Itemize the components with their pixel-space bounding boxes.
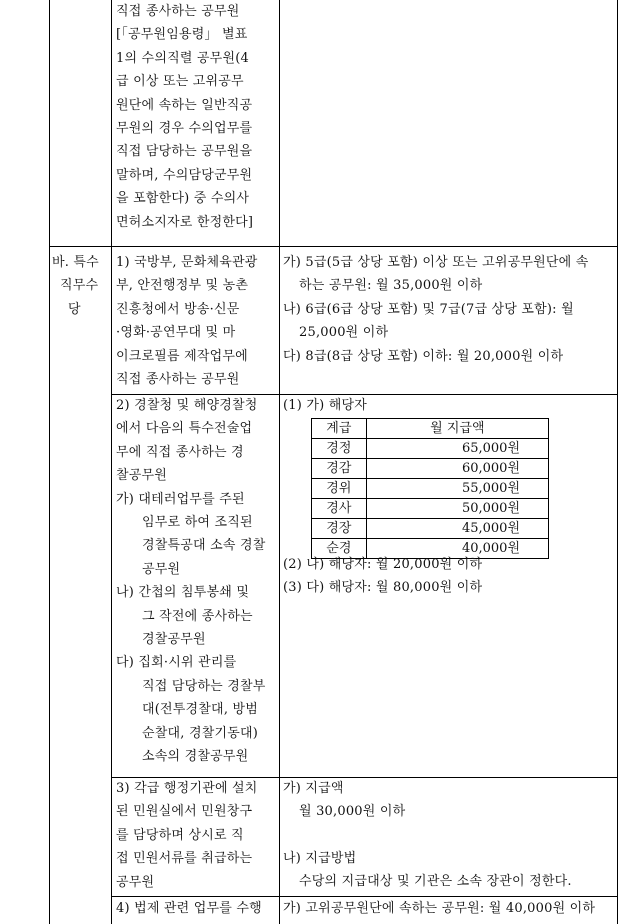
- row4-amount-cell: [283, 897, 595, 920]
- rank-cell: 경사: [312, 499, 367, 519]
- text-line: 나) 간첩의 침투봉쇄 및: [116, 585, 250, 601]
- table-row: [312, 519, 549, 539]
- table-border-col2: [279, 0, 280, 924]
- row0-target-cell: [116, 0, 253, 234]
- text-line: [「공무원임용령」 별표: [116, 27, 248, 43]
- category-line: 직무수: [60, 278, 99, 294]
- table-row: [312, 479, 549, 499]
- table-row: [312, 439, 549, 459]
- rank-cell: 경감: [312, 459, 367, 479]
- text-line: 4) 법제 관련 업무를 수행: [116, 901, 262, 916]
- text-line: (2) 나) 해당자: 월 20,000원 이하: [283, 557, 483, 572]
- text-line: 된 민원실에서 민원창구: [116, 804, 253, 820]
- text-line: 말하며, 수의담당군무원: [116, 167, 253, 183]
- text-line: 소속의 경찰공무원: [142, 749, 249, 765]
- text-line: 진흥청에서 방송·신문: [116, 301, 240, 317]
- text-line: 무에 직접 종사하는 경: [116, 444, 244, 460]
- text-line: 찰공무원: [116, 468, 168, 484]
- pay-cell: 65,000원: [366, 439, 548, 459]
- text-line: 면허소지자로 한정한다]: [116, 214, 254, 230]
- text-line: 경찰공무원: [142, 632, 206, 648]
- text-line: 수당의 지급대상 및 기관은 소속 장관이 정한다.: [299, 874, 572, 890]
- pay-cell: 45,000원: [366, 519, 548, 539]
- text-line: 을 포함한다) 중 수의사: [116, 191, 250, 207]
- text-line: 를 담당하며 상시로 직: [116, 827, 244, 843]
- text-line: 부, 안전행정부 및 농촌: [116, 278, 249, 294]
- text-line: 순찰대, 경찰기동대): [142, 725, 259, 741]
- text-line: 나) 6급(6급 상당 포함) 및 7급(7급 상당 포함): 월: [283, 301, 574, 317]
- rank-cell: 경정: [312, 439, 367, 459]
- text-line: 무원의 경우 수의업무를: [116, 121, 253, 137]
- text-line: 다) 집회·시위 관리를: [116, 655, 237, 671]
- text-line: 경찰특공대 소속 경찰: [142, 538, 266, 554]
- table-row: [312, 459, 549, 479]
- rank-cell: 경위: [312, 479, 367, 499]
- row2-amount-tail: [283, 553, 482, 600]
- row2-target-cell: [116, 394, 266, 769]
- row2-amount-head: [283, 394, 367, 417]
- row-divider-1: [49, 246, 618, 247]
- text-line: 원단에 속하는 일반직공: [116, 97, 253, 113]
- text-line: 임무로 하여 조직된: [142, 515, 253, 531]
- text-line: 3) 각급 행정기관에 설치: [116, 781, 258, 796]
- text-line: 가) 지급액: [283, 781, 344, 796]
- text-line: (1) 가) 해당자: [283, 398, 367, 413]
- row3-target-cell: [116, 777, 258, 894]
- pay-cell: 55,000원: [366, 479, 548, 499]
- text-line: 직접 종사하는 공무원: [116, 372, 240, 388]
- category-cell: [52, 251, 110, 321]
- text-line: 급 이상 또는 고위공무: [116, 74, 244, 90]
- header-monthly-pay: 월 지급액: [366, 419, 548, 439]
- text-line: 2) 경찰청 및 해양경찰청: [116, 398, 258, 413]
- category-line: 바. 특수: [52, 255, 99, 270]
- text-line: 1의 수의직렬 공무원(4: [116, 50, 249, 66]
- pay-cell: 60,000원: [366, 459, 548, 479]
- text-line: 가) 고위공무원단에 속하는 공무원: 월 40,000원 이하: [283, 901, 596, 916]
- category-line: 당: [68, 301, 81, 317]
- text-line: 직접 담당하는 경찰부: [142, 678, 266, 694]
- text-line: 대(전투경찰대, 방범: [142, 702, 259, 718]
- text-line: 그 작전에 종사하는: [142, 608, 253, 624]
- text-line: 1) 국방부, 문화체육관광: [116, 255, 258, 270]
- text-line: (3) 다) 해당자: 월 80,000원 이하: [283, 580, 483, 596]
- text-line: 공무원: [116, 874, 155, 890]
- header-rank: 계급: [312, 419, 367, 439]
- text-line: 나) 지급방법: [283, 850, 357, 866]
- pay-cell: 50,000원: [366, 499, 548, 519]
- rank-cell: 경장: [312, 519, 367, 539]
- text-line: 공무원: [142, 561, 181, 577]
- text-line: 접 민원서류를 취급하는: [116, 851, 253, 867]
- table-border-left: [49, 0, 50, 924]
- text-line: [283, 824, 572, 847]
- row1-target-cell: [116, 251, 258, 391]
- text-line: 직접 종사하는 공무원: [116, 4, 240, 19]
- pay-cell: 40,000원: [366, 539, 548, 559]
- text-line: ·영화·공연무대 및 마: [116, 325, 236, 341]
- text-line: 25,000원 이하: [299, 325, 389, 341]
- table-border-col1: [111, 0, 112, 924]
- text-line: 다) 8급(8급 상당 포함) 이하: 월 20,000원 이하: [283, 348, 564, 364]
- row4-target-cell: [116, 897, 262, 920]
- row1-amount-cell: [283, 251, 589, 368]
- rank-cell: 순경: [312, 539, 367, 559]
- row3-amount-cell: [283, 777, 572, 894]
- text-line: 이크로필름 제작업무에: [116, 348, 248, 364]
- table-header-row: [312, 419, 549, 439]
- rank-pay-table: [311, 418, 549, 559]
- text-line: 가) 5급(5급 상당 포함) 이상 또는 고위공무원단에 속: [283, 255, 589, 270]
- text-line: 하는 공무원: 월 35,000원 이하: [299, 278, 483, 294]
- text-line: 월 30,000원 이하: [299, 804, 406, 820]
- text-line: 직접 담당하는 공무원을: [116, 144, 253, 160]
- text-line: 가) 대테러업무를 주된: [116, 491, 245, 507]
- table-row: [312, 499, 549, 519]
- text-line: 에서 다음의 특수전술업: [116, 421, 253, 437]
